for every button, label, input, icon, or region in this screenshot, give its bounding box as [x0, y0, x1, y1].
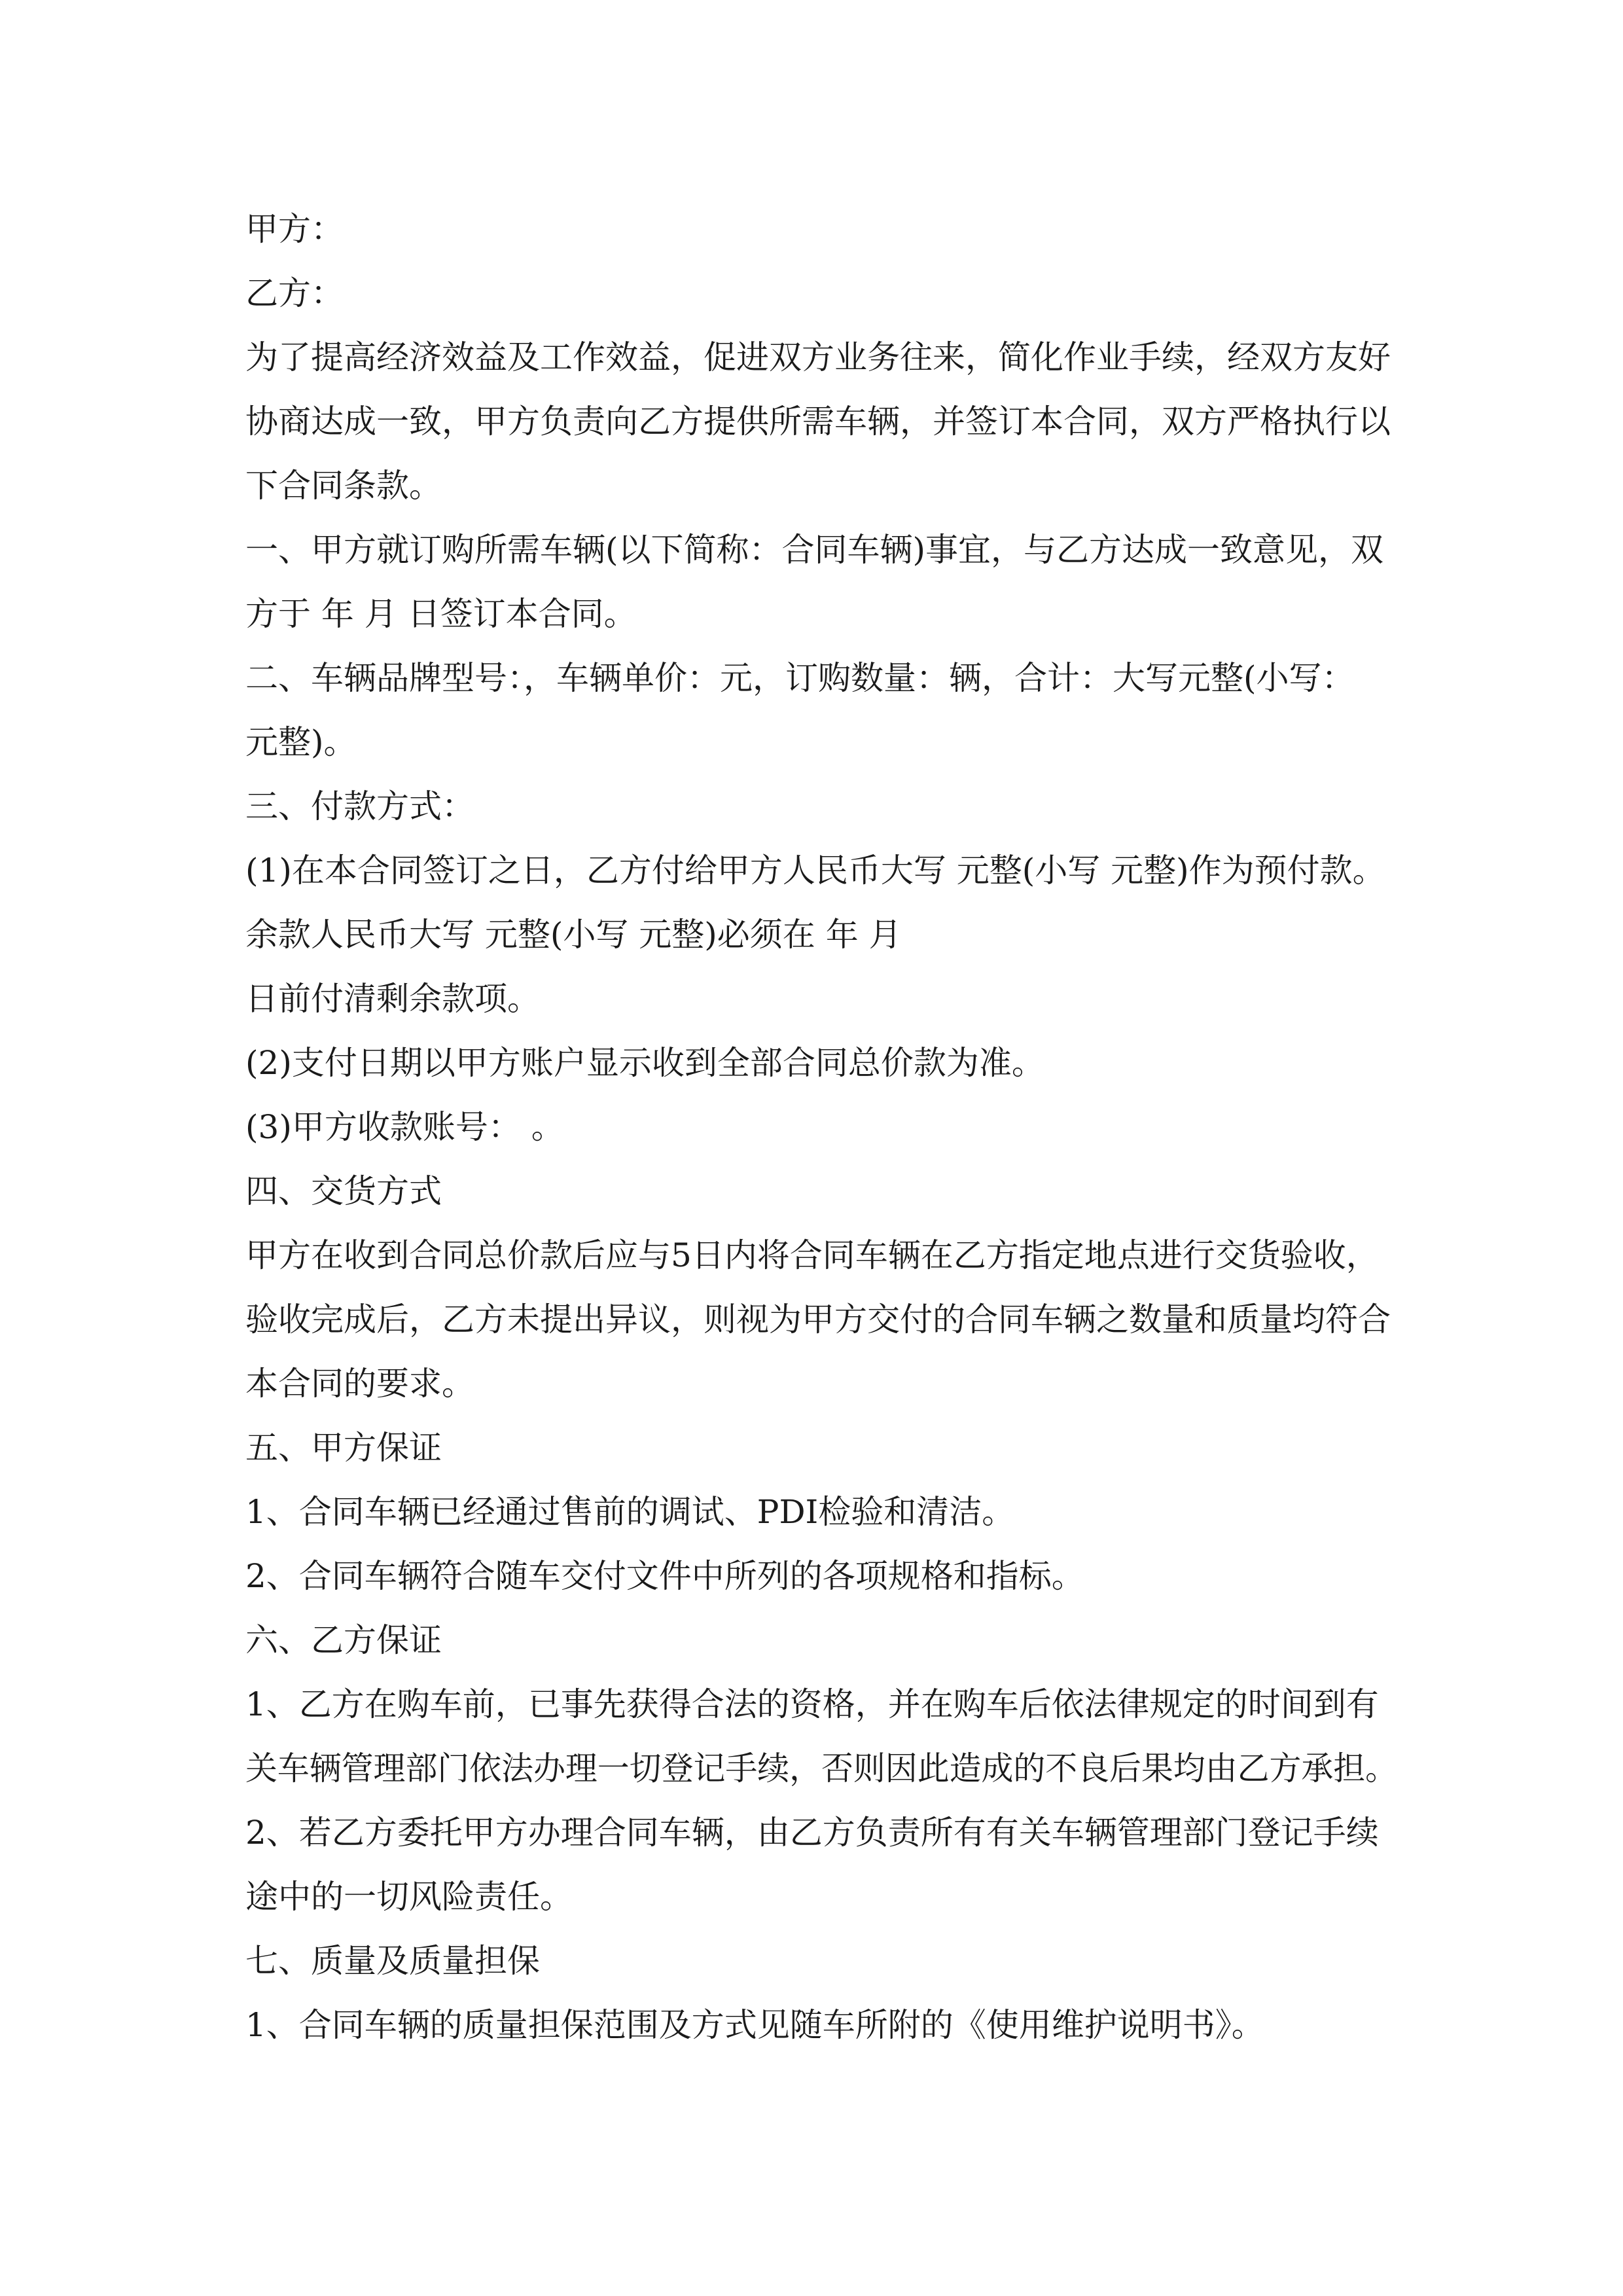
- clause-line: 一、甲方就订购所需车辆(以下简称：合同车辆)事宜，与乙方达成一致意见，双: [245, 531, 1384, 569]
- body-line: 为了提高经济效益及工作效益，促进双方业务往来，简化作业手续，经双方友好: [245, 338, 1391, 376]
- clause-line: 元整)。: [245, 723, 357, 761]
- body-line: 协商达成一致，甲方负责向乙方提供所需车辆，并签订本合同，双方严格执行以: [245, 403, 1391, 440]
- clause-line: 途中的一切风险责任。: [245, 1878, 573, 1916]
- clause-line: 验收完成后，乙方未提出异议，则视为甲方交付的合同车辆之数量和质量均符合: [245, 1300, 1391, 1338]
- clause-line: (1)在本合同签订之日，乙方付给甲方人民币大写 元整(小写 元整)作为预付款。: [245, 852, 1385, 889]
- clause-line: (2)支付日期以甲方账户显示收到全部合同总价款为准。: [245, 1044, 1044, 1082]
- clause-line: 二、车辆品牌型号：，车辆单价：元，订购数量：辆，合计：大写元整(小写：: [245, 659, 1355, 697]
- clause-line: 2、若乙方委托甲方办理合同车辆，由乙方负责所有有关车辆管理部门登记手续: [245, 1814, 1379, 1852]
- clause-line: 余款人民币大写 元整(小写 元整)必须在 年 月: [245, 916, 902, 954]
- clause-line: 1、合同车辆已经通过售前的调试、PDI检验和清洁。: [245, 1493, 1015, 1531]
- clause-line: 方于 年 月 日签订本合同。: [245, 595, 637, 633]
- clause-line: 1、乙方在购车前，已事先获得合法的资格，并在购车后依法律规定的时间到有: [245, 1685, 1379, 1723]
- party-a-label: 甲方：: [245, 210, 344, 248]
- clause-line: 2、合同车辆符合随车交付文件中所列的各项规格和指标。: [245, 1557, 1084, 1595]
- clause-line: 本合同的要求。: [245, 1365, 474, 1403]
- section-heading: 四、交货方式: [245, 1172, 442, 1210]
- section-heading: 五、甲方保证: [245, 1429, 442, 1467]
- clause-line: 甲方在收到合同总价款后应与5日内将合同车辆在乙方指定地点进行交货验收，: [245, 1236, 1379, 1274]
- clause-line: 日前付清剩余款项。: [245, 980, 540, 1018]
- party-b-label: 乙方：: [245, 274, 344, 312]
- body-line: 下合同条款。: [245, 467, 442, 505]
- clause-line: 关车辆管理部门依法办理一切登记手续，否则因此造成的不良后果均由乙方承担。: [245, 1749, 1398, 1787]
- clause-line: (3)甲方收款账号： 。: [245, 1108, 564, 1146]
- clause-line: 1、合同车辆的质量担保范围及方式见随车所附的《使用维护说明书》。: [245, 2006, 1264, 2044]
- section-heading: 三、付款方式：: [245, 787, 474, 825]
- section-heading: 六、乙方保证: [245, 1621, 442, 1659]
- section-heading: 七、质量及质量担保: [245, 1942, 540, 1980]
